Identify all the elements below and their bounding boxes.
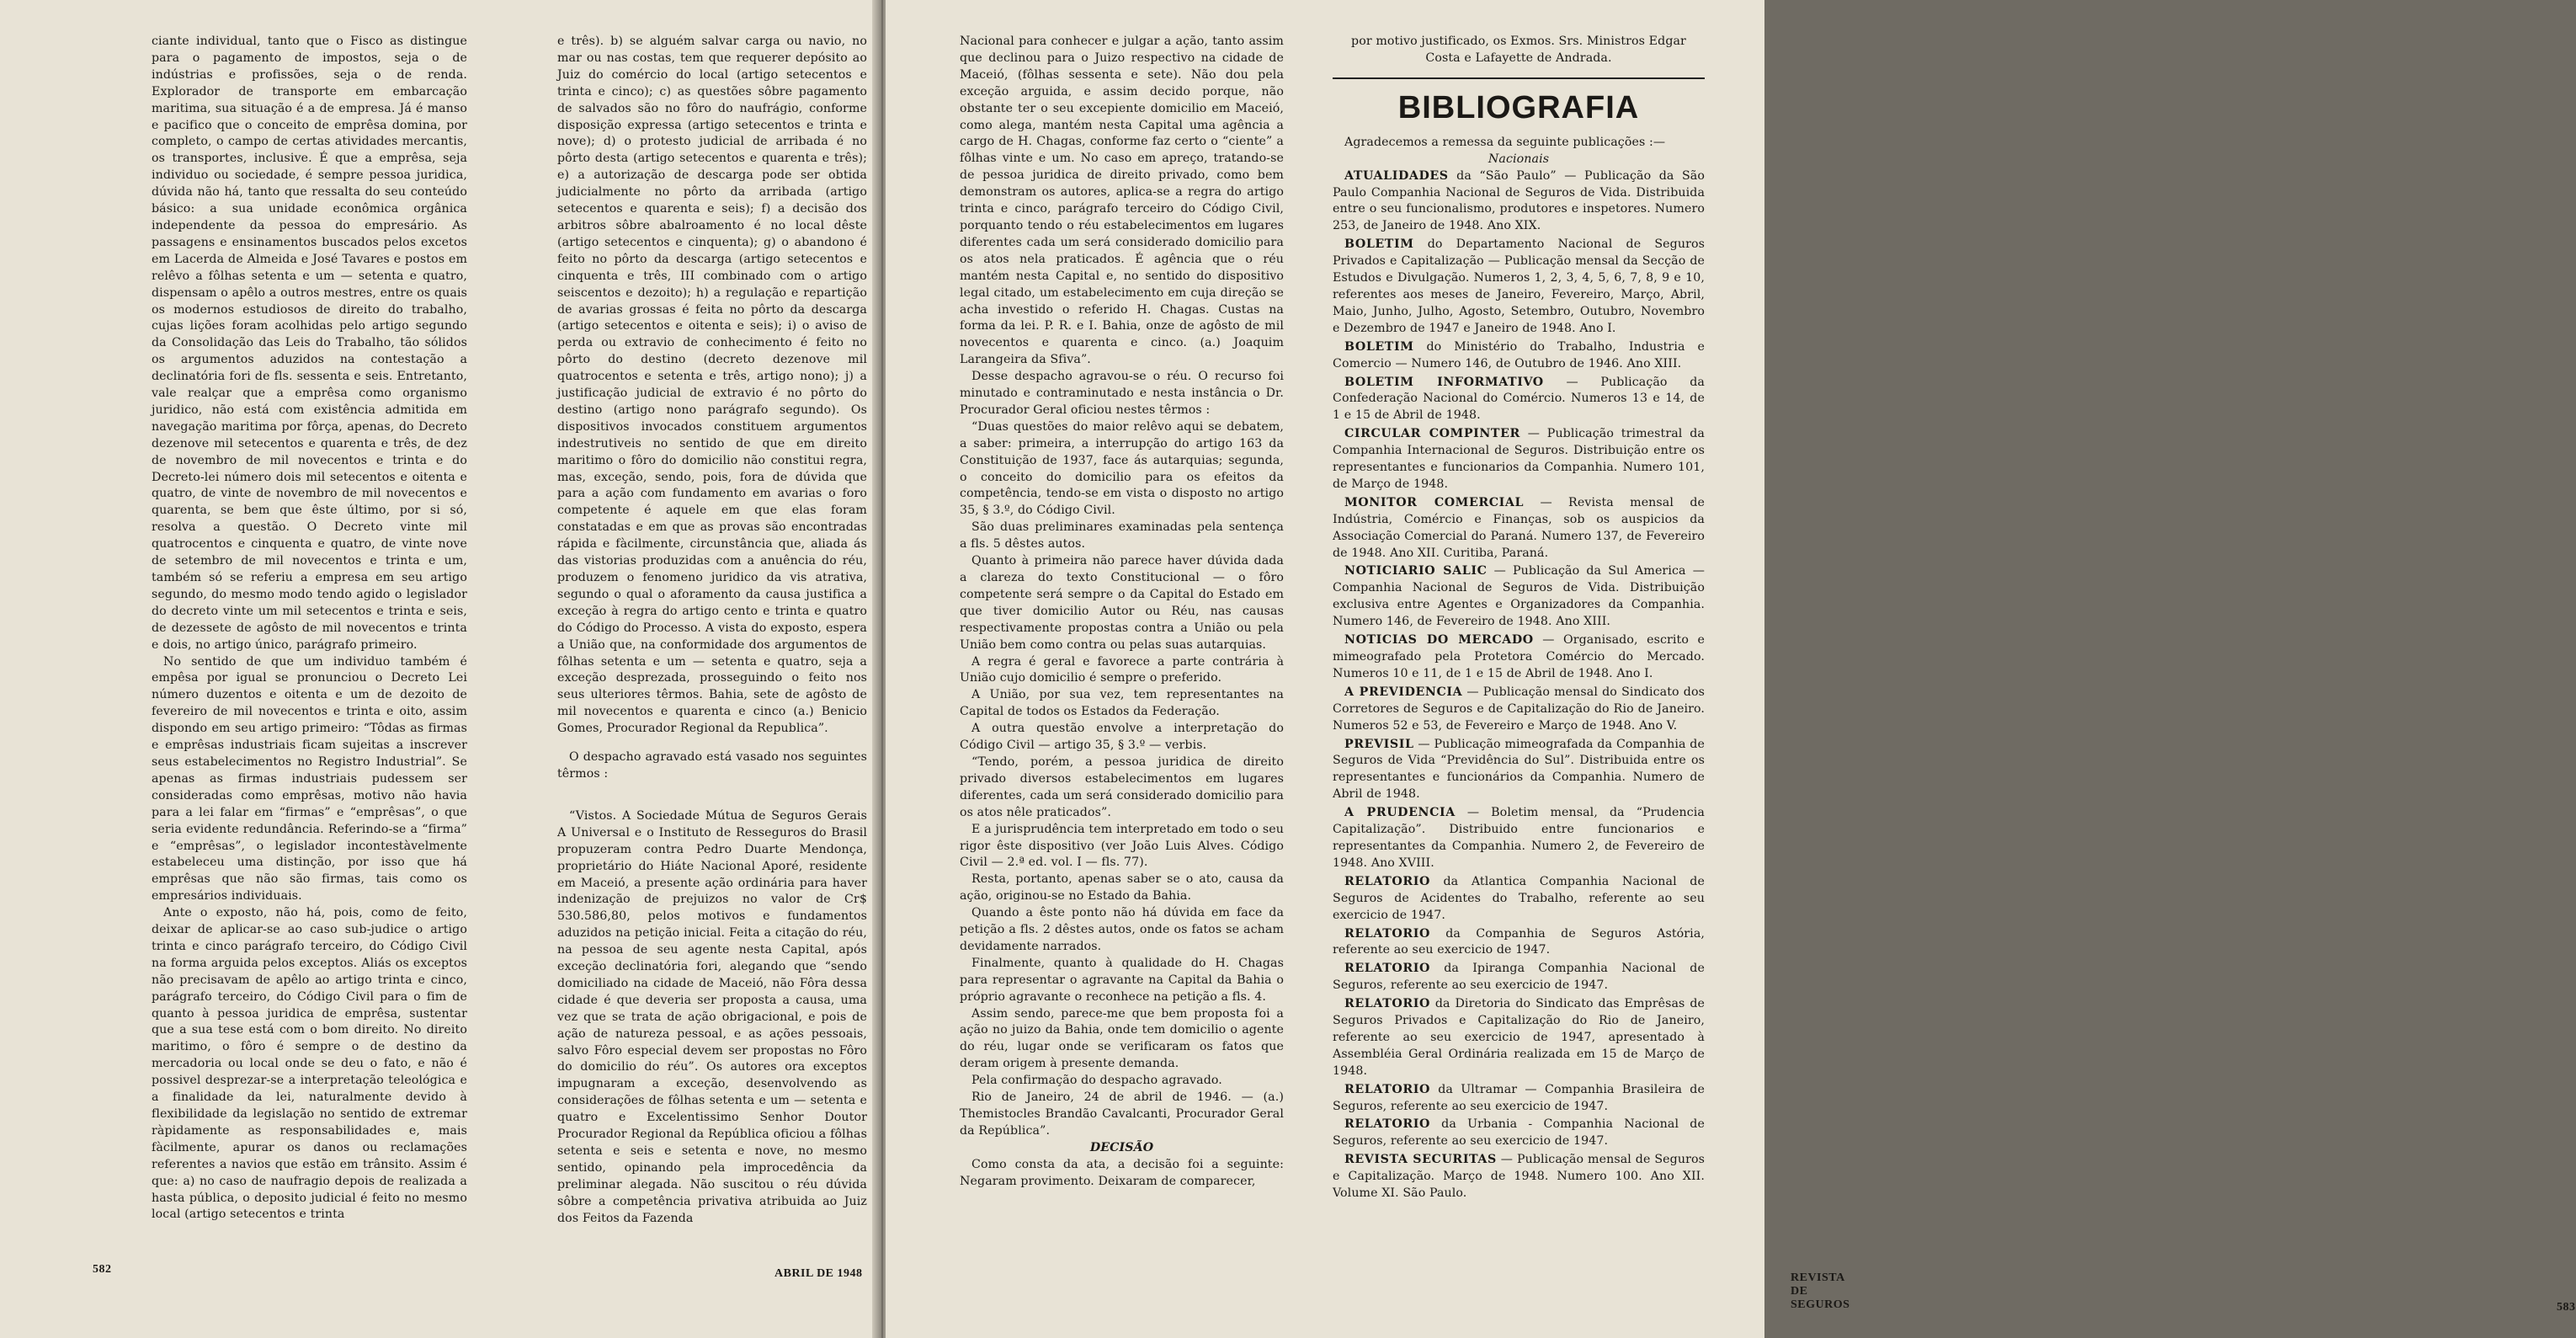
paragraph: Assim sendo, parece-me que bem proposta foi a ação no juizo da Bahia, onde tem domicilio o agente do réu, lugar onde se verificaram os fatos que deram origem à presente demanda. bbox=[960, 1006, 1284, 1071]
page-number: 582 bbox=[93, 1263, 112, 1276]
page-footer-date: ABRIL DE 1948 bbox=[774, 1267, 863, 1280]
entry-text: — Publicação mimeografada da Companhia de Seguros de Vida “Previdência do Sul”. Distribuida entre os representantes e funcionários da Companhia. Numero de Abril de 1948. bbox=[1333, 737, 1705, 802]
bibliography-entry bbox=[1333, 426, 1705, 493]
bibliography-entry bbox=[1333, 805, 1705, 872]
paragraph: No sentido de que um individuo também é empêsa por igual se pronunciou o Decreto Lei número duzentos e oitenta e um de dezoito de fevereiro de mil novecentos e trinta e oito, assim dispondo em seu artigo primeiro: “Tôdas as firmas e emprêsas industriais ficam sujeitas a inscrever seus estabelecimentos no Registro Industrial”. Se apenas as firmas industriais pudessem ser consideradas como emprêsas, motivo não havia para a lei falar em “firmas” e “emprêsas”, o que seria evidente redundância. Referindo-se a “firma” e “emprêsas”, o legislador incontestàvelmente estabeleceu uma distinção, por isso que há emprêsas que não são firmas, tais como os empresários individuais. bbox=[152, 654, 467, 904]
paragraph: O despacho agravado está vasado nos seguintes têrmos : bbox=[557, 750, 867, 781]
paragraph: Desse despacho agravou-se o réu. O recurso foi minutado e contraminutado e nesta instância o Dr. Procurador Geral oficiou nestes têrmos : bbox=[960, 370, 1284, 417]
section-divider bbox=[1333, 77, 1705, 79]
paragraph: ciante individual, tanto que o Fisco as distingue para o pagamento de impostos, seja o de indústrias e profissões, seja o de renda. Explorador de transporte em embarcação maritima, sua situação é a de empresa. Já é manso e pacifico que o conceito de emprêsa domina, por completo, o campo de certas atividades mercantis, os transportes, inclusive. É que a emprêsa, seja individuo ou sociedade, é sempre pessoa juridica, dúvida não há, tanto que ressalta do seu conteúdo básico: a sua unidade econômica orgânica independente da pessoa do empresário. As passagens e ensinamentos buscados pelos excetos em Lacerda de Almeida e José Tavares e postos em relêvo a fôlhas setenta e um — setenta e quatro, dispensam o apêlo a outros mestres, entre os quais os modernos estudiosos de direito do trabalho, cujas lições foram acolhidas pelo artigo segundo da Consolidação das Leis do Trabalho, tão sólidos os argumentos aduzidos na contestação a declinatória fori de fls. sessenta e seis. Entretanto, vale realçar que a emprêsa como organismo juridico, não está com existência admitida em navegação maritima por fôrça, apenas, do Decreto dezenove mil setecentos e quarenta e três, de dez de novembro de mil novecentos e trinta e do Decreto-lei número dois mil setecentos e oitenta e quatro, de vinte de novembro de mil novecentos e quarenta, se bem que êste último, por si só, resolva a questão. O Decreto vinte mil quatrocentos e cinquenta e quatro, de vinte nove de setembro de mil novecentos e trinta e um, também só se referiu a empresa em seu artigo segundo, do mesmo modo tendo agido o legislador do decreto vinte um mil setecentos e trinta e seis, de dezessete de agôsto de mil novecentos e trinta e dois, no artigo único, parágrafo primeiro. bbox=[152, 35, 467, 652]
entry-name: PREVISIL bbox=[1344, 737, 1414, 751]
entry-text: — Publicação mensal do Sindicato dos Corretores de Seguros e de Capitalização do Rio de Janeiro. Numeros 52 e 53, de Fevereiro e Março de 1948. Ano V. bbox=[1333, 685, 1705, 733]
paragraph: Nacional para conhecer e julgar a ação, tanto assim que declinou para o Juizo respectivo na cidade de Maceió, (fôlhas sessenta e sete). Não dou pela exceção arguida, e assim decido porque, não obstante ter o seu excepiente domicilio em Maceió, como alega, mantém nesta Capital uma agência a cargo de H. Chagas, conforme faz certo o “ciente” a fôlhas vinte e um. No caso em apreço, tratando-se de pessoa juridica de direito privado, como bem demonstram os autores, aplica-se a regra do artigo trinta e cinco, parágrafo terceiro do Código Civil, porquanto tendo o réu estabelecimentos em lugares diferentes cada um será considerado domicilio para os atos nela praticados. É agência que o réu mantém nesta Capital e, no sentido do dispositivo legal citado, um estabelecimento em cuja direção se acha investido o referido H. Chagas. Custas na forma da lei. P. R. e I. Bahia, onze de agôsto de mil novecentos e quarenta e cinco. (a.) Joaquim Larangeira da Sfiva”. bbox=[960, 35, 1284, 367]
entry-text: — Organisado, escrito e mimeografado pela Protetora Comércio do Mercado. Numeros 10 e 11, de 1 e 15 de Abril de 1948. Ano I. bbox=[1333, 633, 1705, 680]
entry-text: do Departamento Nacional de Seguros Privados e Capitalização — Publicação mensal da Secção de Estudos e Divulgação. Numeros 1, 2, 3, 4, 5, 6, 7, 8, 9 e 10, referentes aos meses de Janeiro, Fevereiro, Março, Abril, Maio, Junho, Julho, Agosto, Setembro, Outubro, Novembro e Dezembro de 1947 e Janeiro de 1948. Ano I. bbox=[1333, 237, 1705, 335]
bibliography-entry bbox=[1333, 1152, 1705, 1202]
bibliography-entry bbox=[1333, 375, 1705, 425]
bibliography-entry bbox=[1333, 874, 1705, 925]
entry-text: — Publicação mensal de Seguros e Capitalização. Março de 1948. Numero 100. Ano XII. Volume XI. São Paulo. bbox=[1333, 1153, 1705, 1201]
paragraph: A regra é geral e favorece a parte contrária à União cujo domicilio é sempre o preferido. bbox=[960, 654, 1284, 685]
paragraph: Resta, portanto, apenas saber se o ato, causa da ação, originou-se no Estado da Bahia. bbox=[960, 872, 1284, 904]
entry-name: ATUALIDADES bbox=[1344, 168, 1449, 183]
entry-name: RELATORIO bbox=[1344, 926, 1430, 941]
entry-name: CIRCULAR COMPINTER bbox=[1344, 427, 1520, 441]
bibliography-entry bbox=[1333, 961, 1705, 994]
entry-name: NOTICIARIO SALIC bbox=[1344, 564, 1488, 578]
text-column-2 bbox=[557, 34, 867, 1255]
entry-text: da Diretoria do Sindicato das Emprêsas de Seguros Privados e Capitalização do Rio de Janeiro, referente ao seu exercicio de 1947, apresentado à Assembléia Geral Ordinária realizada em 15 de Março de 1948. bbox=[1333, 997, 1705, 1078]
entry-name: MONITOR COMERCIAL bbox=[1344, 495, 1525, 509]
entry-name: A PREVIDENCIA bbox=[1344, 685, 1463, 699]
entry-text: — Boletim mensal, da “Prudencia Capitalização”. Distribuido entre funcionarios e representantes da Companhia. Numero 2, de Fevereiro de 1948. Ano XVIII. bbox=[1333, 806, 1705, 870]
bibliography-column bbox=[1333, 34, 1705, 1255]
bibliography-entry bbox=[1333, 1082, 1705, 1116]
entry-text: — Revista mensal de Indústria, Comércio e Finanças, sob os auspicios da Associação Comercial do Paraná. Numero 137, de Fevereiro de 1948. Ano XII. Curitiba, Paraná. bbox=[1333, 495, 1705, 560]
text-column-3 bbox=[960, 34, 1284, 1255]
bibliography-entry bbox=[1333, 685, 1705, 735]
paragraph: A União, por sua vez, tem representantes na Capital de todos os Estados da Federação. bbox=[960, 688, 1284, 719]
bibliography-entry bbox=[1333, 168, 1705, 236]
entry-name: RELATORIO bbox=[1344, 997, 1430, 1011]
paragraph: “Vistos. A Sociedade Mútua de Seguros Gerais A Universal e o Instituto de Resseguros do Brasil propuzeram contra Pedro Duarte Mendonça, proprietário do Hiáte Nacional Aporé, residente em Maceió, a presente ação ordinária para haver indenização de prejuizos no valor de Cr$ 530.586,80, pelos motivos e fundamentos aduzidos na petição inicial. Feita a citação do réu, na pessoa de seu agente nesta Capital, após exceção declinatória fori, alegando que “sendo domiciliado na cidade de Maceió, não Fôra dessa cidade é que deveria ser proposta a causa, uma vez que se trata de ação obrigacional, e pois de ação de natureza pessoal, e as ações pessoais, salvo Fôro especial devem ser propostas no Fôro do domicilio do réu”. Os autores ora exceptos impugnaram a exceção, desenvolvendo as considerações de fôlhas setenta e um — setenta e quatro e Excelentissimo Senhor Doutor Procurador Regional da República oficiou a fôlhas setenta e seis e setenta e nove, no mesmo sentido, opinando pela improcedência da preliminar alegada. Não suscitou o réu dúvida sôbre a competência privativa atribuida ao Juiz dos Feitos da Fazenda bbox=[557, 808, 867, 1225]
entry-text: da “São Paulo” — Publicação da São Paulo Companhia Nacional de Seguros de Vida. Distribuida entre o seu funcionalismo, produtores e inspetores. Numero 253, de Janeiro de 1948. Ano XIX. bbox=[1333, 168, 1705, 233]
paragraph: Pela confirmação do despacho agravado. bbox=[971, 1074, 1222, 1088]
entry-name: RELATORIO bbox=[1344, 1082, 1430, 1096]
bibliography-entry bbox=[1333, 632, 1705, 683]
section-title: BIBLIOGRAFIA bbox=[1397, 89, 1640, 125]
entry-name: RELATORIO bbox=[1344, 962, 1430, 976]
entry-name: BOLETIM bbox=[1344, 237, 1414, 252]
bibliography-entry bbox=[1333, 237, 1705, 337]
bibliography-entry bbox=[1333, 563, 1705, 631]
right-page bbox=[886, 0, 2576, 1338]
bibliography-entry bbox=[1333, 737, 1705, 804]
page-footer-title: REVISTA DE SEGUROS bbox=[1791, 1271, 1850, 1311]
paragraph: Ante o exposto, não há, pois, como de feito, deixar de aplicar-se ao caso sub-judice o artigo trinta e cinco parágrafo terceiro, do Código Civil na forma arguida pelos exceptos. Aliás os exceptos não precisavam de apêlo ao artigo trinta e cinco, parágrafo terceiro, do Código Civil para o fim de quanto à pessoa juridica de emprêsa, sustentar que a sua tese está com o bom direito. No direito maritimo, o fôro é sempre o de destino da mercadoria ou local onde se deu o fato, e não é possivel desprezar-se a interpretação teleológica e a finalidade da lei, naturalmente devido à flexibilidade da legislação no sentido de extremar ràpidamente as responsabilidades e, mais fàcilmente, apurar os danos ou reclamações referentes a navios que estão em trânsito. Assim é que: a) no caso de naufragio depois de realizada a hasta pública, o deposito judicial é feito no mesmo local (artigo setecentos e trinta bbox=[152, 906, 467, 1222]
paragraph: Como consta da ata, a decisão foi a seguinte: Negaram provimento. Deixaram de comparecer, bbox=[960, 1157, 1284, 1188]
text-column-1 bbox=[152, 34, 467, 1255]
paragraph: Quando a êste ponto não há dúvida em face da petição a fls. 2 dêstes autos, onde os fatos se acham devidamente narrados. bbox=[960, 906, 1284, 953]
paragraph: e três). b) se alguém salvar carga ou navio, no mar ou nas costas, tem que requerer depósito ao Juiz do comércio do local (artigo setecentos e trinta e cinco); c) as questões sôbre pagamento de salvados são no fôro do naufrágio, conforme disposição expressa (artigo setecentos e trinta e nove); d) o protesto judicial de arribada é no pôrto desta (artigo setecentos e quarenta e três); e) a autorização de descarga pode ser obtida judicialmente no pôrto da arribada (artigo setecentos e quarenta e seis); f) a decisão dos arbitros sôbre abalroamento é no local dêste (artigo setecentos e cinquenta); g) o abandono é feito no pôrto da descarga (artigo setecentos e cinquenta e três, III combinado com o artigo seiscentos e dezoito); h) a regulação e repartição de avarias grossas é feita no pôrto da descarga (artigo setecentos e oitenta e seis); i) o aviso de perda ou extravio de conhecimento é feito no pôrto do destino (decreto dezenove mil quatrocentos e setenta e três, artigo nono); j) a justificação judicial de extravio é no pôrto do destino (artigo nono parágrafo segundo). Os dispositivos invocados constituem argumentos indestrutiveis no sentido de que em direito maritimo o fôro do domicilio não constitui regra, mas, exceção, sendo, pois, fora de dúvida que para a ação com fundamento em avarias o foro competente é aquele em que elas foram constatadas e em que as provas são encontradas rápida e fàcilmente, circunstância que, aliada ás das vistorias produzidas com a anuência do réu, produzem o fenomeno juridico da vis atrativa, segundo o qual o aforamento da causa justifica a exceção à regra do artigo cento e trinta e quatro do Código do Processo. A vista do exposto, espera a União que, na conformidade dos argumentos de fôlhas setenta e um — setenta e quatro, seja a exceção desprezada, prosseguindo o feito nos seus ulteriores têrmos. Bahia, sete de agôsto de mil novecentos e quarenta e cinco (a.) Benicio Gomes, Procurador Regional da Republica”. bbox=[557, 35, 867, 736]
entry-text: — Publicação da Sul America — Companhia Nacional de Seguros de Vida. Distribuição exclusiva entre Agentes e Organizadores da Companhia. Numero 146, de Fevereiro de 1948. Ano XIII. bbox=[1333, 564, 1705, 629]
entry-text: — Publicação da Confederação Nacional do Comércio. Numeros 13 e 14, de 1 e 15 de Abril de 1948. bbox=[1333, 375, 1705, 423]
entry-name: BOLETIM INFORMATIVO bbox=[1344, 375, 1544, 389]
entry-name: RELATORIO bbox=[1344, 1117, 1430, 1132]
entry-text: da Ipiranga Companhia Nacional de Seguros, referente ao seu exercicio de 1947. bbox=[1333, 962, 1705, 993]
entry-name: NOTICIAS DO MERCADO bbox=[1344, 633, 1534, 648]
paragraph: Rio de Janeiro, 24 de abril de 1946. — (a.) Themistocles Brandão Cavalcanti, Procurador Geral da República”. bbox=[960, 1090, 1284, 1138]
bibliography-entry bbox=[1333, 339, 1705, 373]
decision-heading: DECISÃO bbox=[1089, 1140, 1154, 1154]
paragraph: A outra questão envolve a interpretação do Código Civil — artigo 35, § 3.º — verbis. bbox=[960, 722, 1284, 753]
bibliography-entry bbox=[1333, 996, 1705, 1080]
paragraph: E a jurisprudência tem interpretado em todo o seu rigor êste dispositivo (ver João Luis Alves. Código Civil — 2.ª ed. vol. I — fls. 77). bbox=[960, 822, 1284, 870]
entry-text: da Atlantica Companhia Nacional de Seguros de Acidentes do Trabalho, referente ao seu exercicio de 1947. bbox=[1333, 874, 1705, 922]
page-number: 583 bbox=[2557, 1301, 2576, 1314]
paragraph: Finalmente, quanto à qualidade do H. Chagas para representar o agravante na Capital da Bahia o próprio agravante o reconhece na petição a fls. 4. bbox=[960, 956, 1284, 1004]
entry-text: da Companhia de Seguros Astória, referente ao seu exercicio de 1947. bbox=[1333, 926, 1705, 957]
left-page bbox=[0, 0, 879, 1338]
entry-text: da Urbania - Companhia Nacional de Seguros, referente ao seu exercicio de 1947. bbox=[1333, 1117, 1705, 1149]
entry-name: REVISTA SECURITAS bbox=[1344, 1153, 1497, 1167]
entry-name: BOLETIM bbox=[1344, 339, 1414, 354]
paragraph: “Tendo, porém, a pessoa juridica de direito privado diversos estabelecimentos em lugares diferentes, cada um será considerado domicilio para os atos nêle praticados”. bbox=[960, 754, 1284, 819]
bibliography-entry bbox=[1333, 926, 1705, 960]
bibliography-entry bbox=[1333, 1117, 1705, 1150]
paragraph: São duas preliminares examinadas pela sentença a fls. 5 dêstes autos. bbox=[960, 520, 1284, 552]
subheading: Nacionais bbox=[1488, 152, 1550, 166]
entry-text: do Ministério do Trabalho, Industria e Comercio — Numero 146, de Outubro de 1946. Ano XIII. bbox=[1333, 339, 1705, 370]
entry-text: da Ultramar — Companhia Brasileira de Seguros, referente ao seu exercicio de 1947. bbox=[1333, 1082, 1705, 1113]
bibliography-list bbox=[1333, 168, 1705, 1202]
closing-text: por motivo justificado, os Exmos. Srs. Ministros Edgar Costa e Lafayette de Andrada. bbox=[1351, 35, 1686, 65]
bibliography-entry bbox=[1333, 495, 1705, 562]
paragraph: Quanto à primeira não parece haver dúvida dada a clareza do texto Constitucional — o fôro competente será sempre o da Capital do Estado em que tiver domicilio Autor ou Réu, nas causas respectivamente propostas contra a União ou pela União bem como contra ou pelas suas autarquias. bbox=[960, 554, 1284, 652]
intro-text: Agradecemos a remessa da seguinte publicações :— bbox=[1344, 135, 1666, 149]
entry-name: RELATORIO bbox=[1344, 874, 1430, 888]
paragraph: “Duas questões do maior relêvo aqui se debatem, a saber: primeira, a interrupção do artigo 163 da Constituição de 1937, face ás autarquias; segunda, o conceito do domicilio para os efeitos da competência, tendo-se em vista o disposto no artigo 35, § 3.º, do Código Civil. bbox=[960, 419, 1284, 518]
entry-name: A PRUDENCIA bbox=[1344, 806, 1456, 820]
entry-text: — Publicação trimestral da Companhia Internacional de Seguros. Distribuição entre os representantes e funcionarios da Companhia. Numero 101, de Março de 1948. bbox=[1333, 427, 1705, 491]
